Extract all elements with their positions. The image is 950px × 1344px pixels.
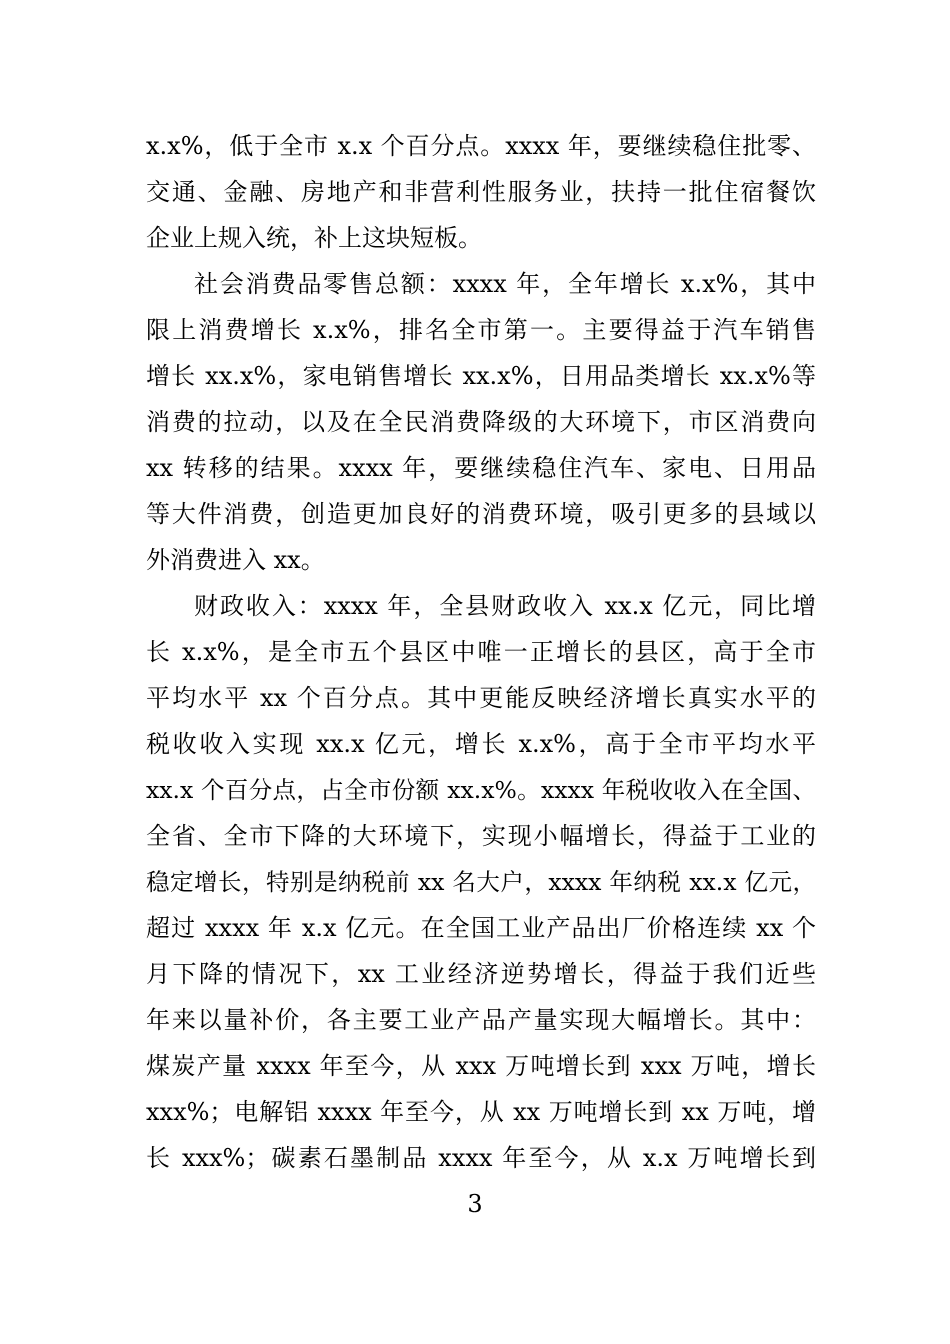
paragraph-3-line-13: 长 xxx%；碳素石墨制品 xxxx 年至今，从 x.x 万吨增长到 bbox=[146, 1144, 816, 1172]
paragraph-3-line-7: 稳定增长，特别是纳税前 xx 名大户，xxxx 年纳税 xx.x 亿元， bbox=[146, 868, 816, 896]
paragraph-2-line-1: 社会消费品零售总额：xxxx 年，全年增长 x.x%，其中 bbox=[194, 270, 816, 298]
paragraph-1-line-1: x.x%，低于全市 x.x 个百分点。xxxx 年，要继续稳住批零、 bbox=[146, 132, 816, 160]
paragraph-3-line-12: xxx%；电解铝 xxxx 年至今，从 xx 万吨增长到 xx 万吨，增 bbox=[146, 1098, 816, 1126]
paragraph-2-line-6: 等大件消费，创造更加良好的消费环境，吸引更多的县域以 bbox=[146, 500, 816, 528]
paragraph-2-line-4: 消费的拉动，以及在全民消费降级的大环境下，市区消费向 bbox=[146, 408, 816, 436]
paragraph-2-line-7: 外消费进入 xx。 bbox=[146, 546, 325, 574]
paragraph-3-line-6: 全省、全市下降的大环境下，实现小幅增长，得益于工业的 bbox=[146, 822, 816, 850]
paragraph-3-line-2: 长 x.x%，是全市五个县区中唯一正增长的县区，高于全市 bbox=[146, 638, 816, 666]
paragraph-3-line-5: xx.x 个百分点，占全市份额 xx.x%。xxxx 年税收收入在全国、 bbox=[146, 776, 816, 804]
page-number: 3 bbox=[467, 1190, 483, 1218]
paragraph-1-line-2: 交通、金融、房地产和非营利性服务业，扶持一批住宿餐饮 bbox=[146, 178, 816, 206]
paragraph-2-line-5: xx 转移的结果。xxxx 年，要继续稳住汽车、家电、日用品 bbox=[146, 454, 816, 482]
paragraph-3-line-1: 财政收入：xxxx 年，全县财政收入 xx.x 亿元，同比增 bbox=[194, 592, 816, 620]
paragraph-2-line-2: 限上消费增长 x.x%，排名全市第一。主要得益于汽车销售 bbox=[146, 316, 816, 344]
paragraph-3-line-4: 税收收入实现 xx.x 亿元，增长 x.x%，高于全市平均水平 bbox=[146, 730, 816, 758]
paragraph-3-line-11: 煤炭产量 xxxx 年至今，从 xxx 万吨增长到 xxx 万吨，增长 bbox=[146, 1052, 816, 1080]
paragraph-3-line-3: 平均水平 xx 个百分点。其中更能反映经济增长真实水平的 bbox=[146, 684, 816, 712]
paragraph-3-line-10: 年来以量补价，各主要工业产品产量实现大幅增长。其中： bbox=[146, 1006, 816, 1034]
paragraph-1-line-3: 企业上规入统，补上这块短板。 bbox=[146, 224, 482, 252]
paragraph-2-line-3: 增长 xx.x%，家电销售增长 xx.x%，日用品类增长 xx.x%等 bbox=[146, 362, 816, 390]
paragraph-3-line-8: 超过 xxxx 年 x.x 亿元。在全国工业产品出厂价格连续 xx 个 bbox=[146, 914, 816, 942]
paragraph-3-line-9: 月下降的情况下，xx 工业经济逆势增长，得益于我们近些 bbox=[146, 960, 816, 988]
